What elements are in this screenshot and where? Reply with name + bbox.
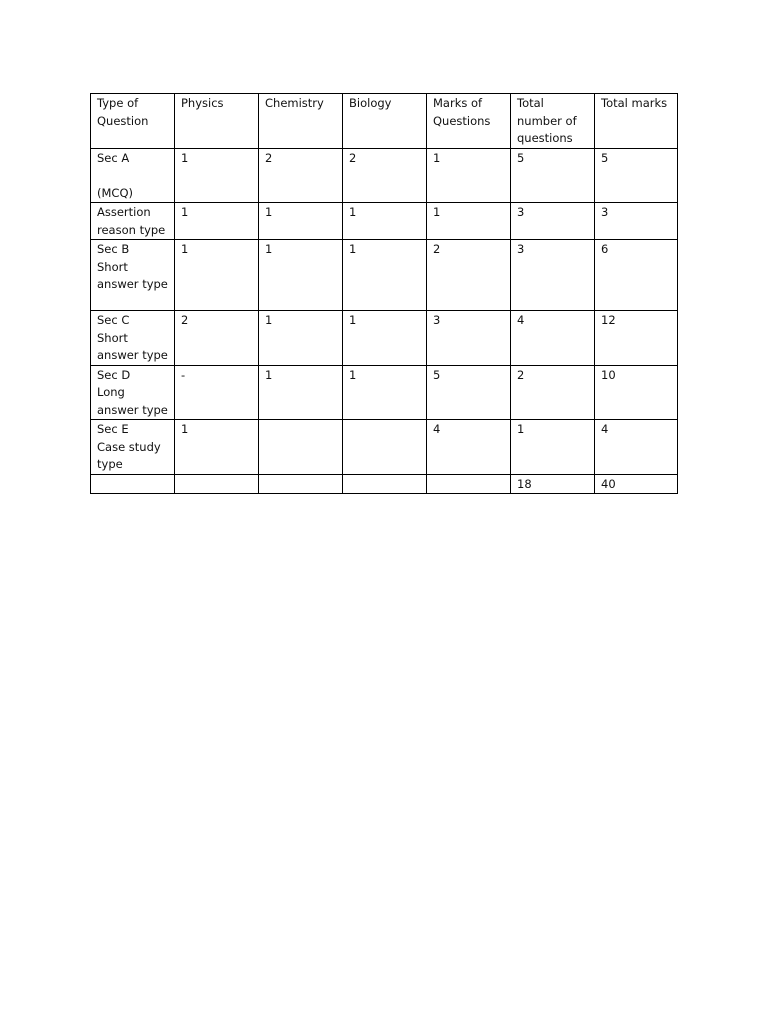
table-cell: Sec A (MCQ) xyxy=(91,148,175,203)
table-cell: Sec E Case study type xyxy=(91,420,175,475)
table-cell: 3 xyxy=(511,240,595,311)
table-row xyxy=(91,420,678,475)
table-cell: - xyxy=(175,365,259,420)
table-cell: 4 xyxy=(427,420,511,475)
table-cell: 1 xyxy=(343,365,427,420)
table-cell xyxy=(91,474,175,494)
table-cell: 1 xyxy=(343,203,427,240)
total-marks-cell: 40 xyxy=(595,474,678,494)
table-cell: 2 xyxy=(259,148,343,203)
table-cell: 1 xyxy=(259,203,343,240)
totals-row xyxy=(91,474,678,494)
table-cell: 1 xyxy=(175,240,259,311)
table-cell: 2 xyxy=(427,240,511,311)
header-cell: Biology xyxy=(343,94,427,149)
marks-distribution-table xyxy=(90,93,678,494)
table-cell: 1 xyxy=(259,365,343,420)
table-cell xyxy=(343,420,427,475)
table-row xyxy=(91,365,678,420)
table-cell: 1 xyxy=(511,420,595,475)
table-cell: Sec D Long answer type xyxy=(91,365,175,420)
header-cell: Total number of questions xyxy=(511,94,595,149)
table-cell: 3 xyxy=(427,311,511,366)
table-cell: 2 xyxy=(175,311,259,366)
table-cell: 1 xyxy=(427,148,511,203)
header-cell: Marks of Questions xyxy=(427,94,511,149)
table-cell: Sec B Short answer type xyxy=(91,240,175,311)
total-questions-cell: 18 xyxy=(511,474,595,494)
table-cell: 1 xyxy=(175,148,259,203)
table-cell: 3 xyxy=(595,203,678,240)
table-cell: 5 xyxy=(511,148,595,203)
table-cell: 1 xyxy=(343,240,427,311)
header-cell: Total marks xyxy=(595,94,678,149)
table-cell: 2 xyxy=(343,148,427,203)
table-cell: 1 xyxy=(343,311,427,366)
header-cell: Type of Question xyxy=(91,94,175,149)
table-cell: 1 xyxy=(259,240,343,311)
table-cell: 1 xyxy=(175,203,259,240)
table-header-row xyxy=(91,94,678,149)
table-cell: 1 xyxy=(175,420,259,475)
table-cell: 1 xyxy=(427,203,511,240)
table-cell: 12 xyxy=(595,311,678,366)
table-cell: 5 xyxy=(427,365,511,420)
table-cell xyxy=(427,474,511,494)
table-cell xyxy=(343,474,427,494)
table-cell: 5 xyxy=(595,148,678,203)
header-cell: Physics xyxy=(175,94,259,149)
table-row xyxy=(91,148,678,203)
table-row xyxy=(91,311,678,366)
table-cell: Sec C Short answer type xyxy=(91,311,175,366)
table-cell: 1 xyxy=(259,311,343,366)
table-cell xyxy=(175,474,259,494)
table-row xyxy=(91,240,678,311)
table-cell xyxy=(259,420,343,475)
table-cell: 4 xyxy=(595,420,678,475)
table-cell: 3 xyxy=(511,203,595,240)
table-cell: 4 xyxy=(511,311,595,366)
table-cell: 6 xyxy=(595,240,678,311)
header-cell: Chemistry xyxy=(259,94,343,149)
table-row xyxy=(91,203,678,240)
table-cell: 10 xyxy=(595,365,678,420)
table-cell: 2 xyxy=(511,365,595,420)
table-cell: Assertion reason type xyxy=(91,203,175,240)
table-cell xyxy=(259,474,343,494)
